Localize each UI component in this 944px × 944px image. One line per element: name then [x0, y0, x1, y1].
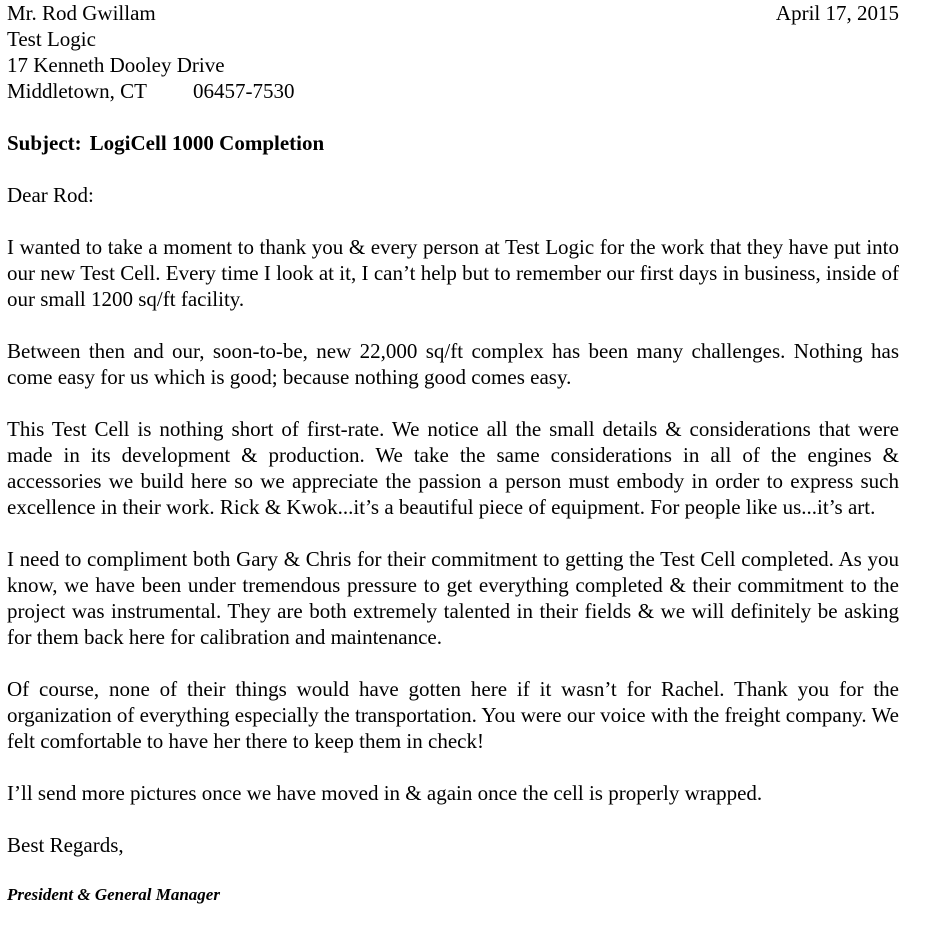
letter-page: [7, 0, 899, 906]
closing: Best Regards,: [7, 833, 124, 857]
body-paragraph-4: I need to compliment both Gary & Chris for their commitment to getting the Test Cell completed. As you know, we have been under tremendous pressure to get everything completed & their commitment to the project was instrumental. They are both extremely talented in their fields & we will definitely be asking for them back here for calibration and maintenance.: [7, 547, 899, 649]
body-paragraph-1: I wanted to take a moment to thank you & every person at Test Logic for the work that they have put into our new Test Cell. Every time I look at it, I can’t help but to remember our first days in business, inside of our small 1200 sq/ft facility.: [7, 235, 899, 311]
recipient-zip: 06457-7530: [193, 79, 295, 103]
body-paragraph-5: Of course, none of their things would have gotten here if it wasn’t for Rachel. Thank you for the organization of everything especially the transportation. You were our voice with the freight company. We felt comfortable to have her there to keep them in check!: [7, 677, 899, 753]
body-paragraph-3: This Test Cell is nothing short of first-rate. We notice all the small details & considerations that were made in its development & production. We take the same considerations in all of the engines & accessories we build here so we appreciate the passion a person must embody in order to express such excellence in their work. Rick & Kwok...it’s a beautiful piece of equipment. For people like us...it’s art.: [7, 417, 899, 519]
signature-title: President & General Manager: [7, 885, 220, 904]
subject-text: LogiCell 1000 Completion: [89, 131, 325, 155]
recipient-name: Mr. Rod Gwillam: [7, 1, 156, 25]
recipient-city-zip-line: [7, 78, 899, 104]
letter-date: April 17, 2015: [775, 1, 899, 25]
body-paragraph-2: Between then and our, soon-to-be, new 22,000 sq/ft complex has been many challenges. Nothing has come easy for us which is good; because nothing good comes easy.: [7, 339, 899, 389]
recipient-company: Test Logic: [7, 27, 96, 51]
recipient-city-state: Middletown, CT: [7, 79, 147, 103]
salutation: Dear Rod:: [7, 183, 94, 207]
recipient-address-block: [7, 0, 899, 104]
subject-line: [7, 130, 899, 156]
recipient-street: 17 Kenneth Dooley Drive: [7, 53, 225, 77]
subject-label: Subject:: [7, 131, 82, 155]
body-paragraph-6: I’ll send more pictures once we have moved in & again once the cell is properly wrapped.: [7, 781, 763, 805]
